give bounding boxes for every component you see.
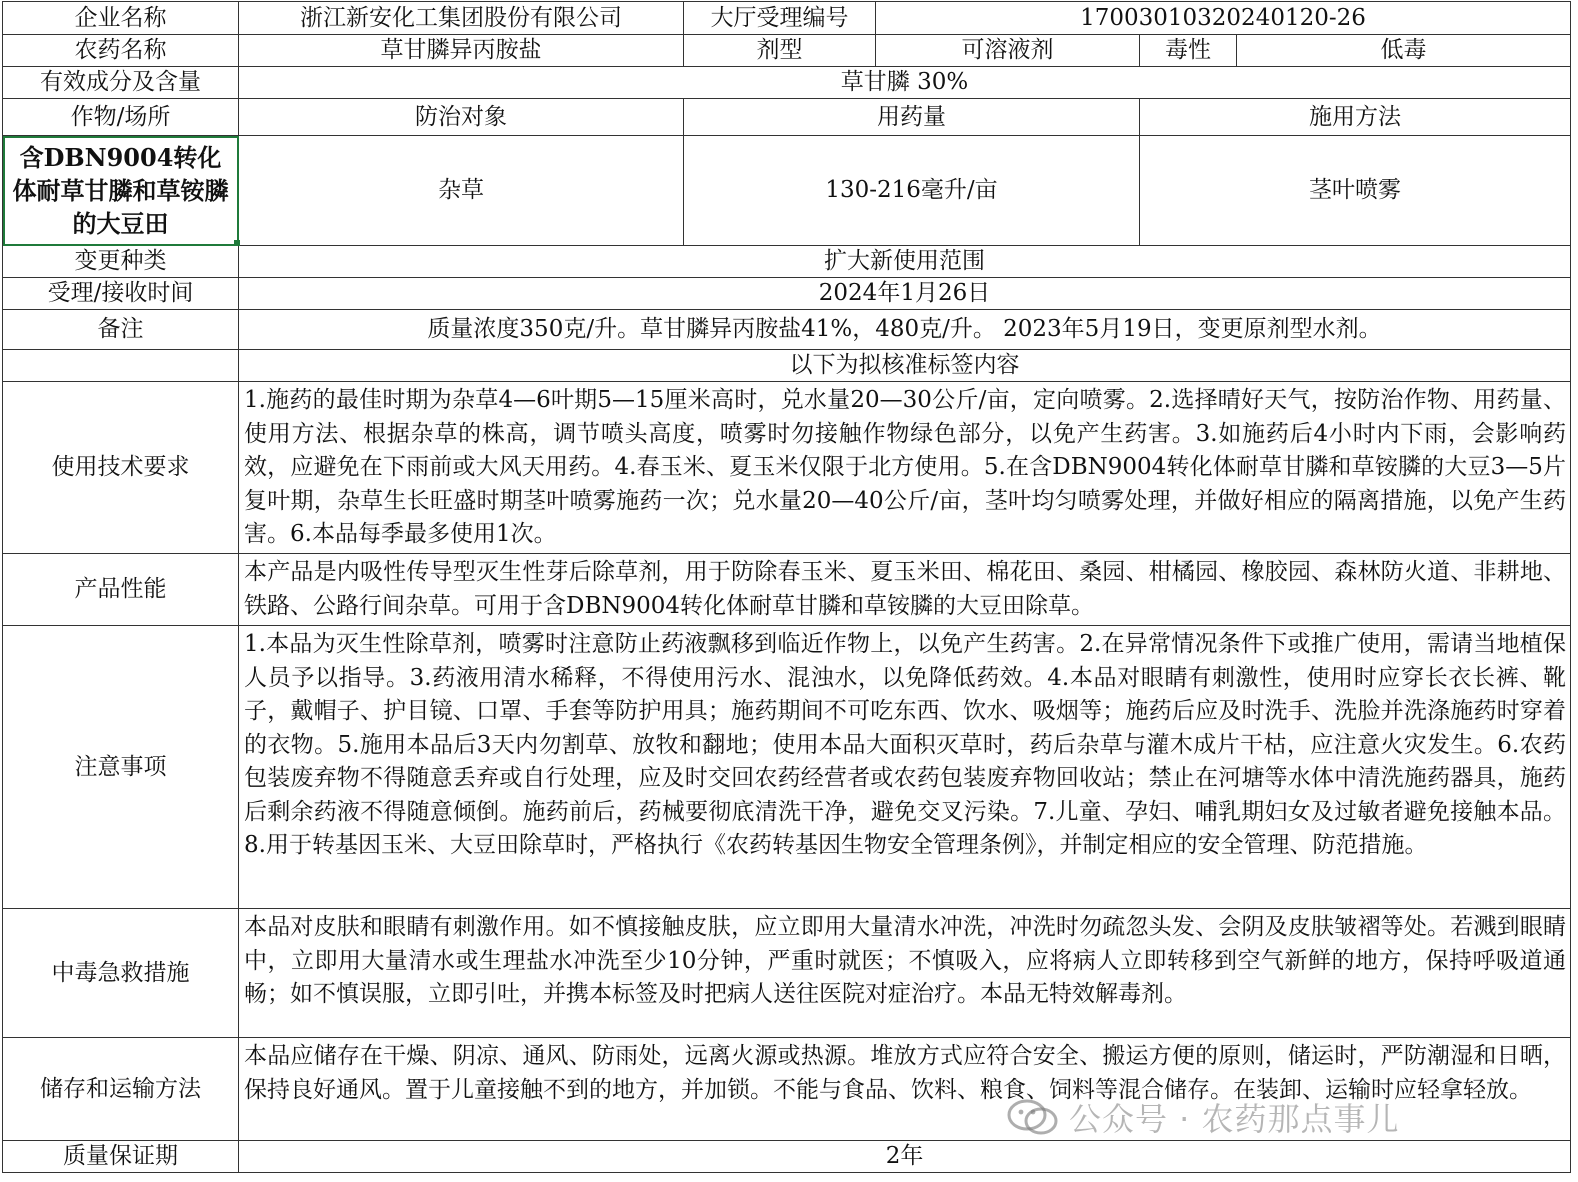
crop-column-header[interactable]: 作物/场所 bbox=[3, 99, 239, 136]
section-title[interactable]: 以下为拟核准标签内容 bbox=[239, 350, 1571, 382]
change-type-value[interactable]: 扩大新使用范围 bbox=[239, 246, 1571, 278]
method-column-header[interactable]: 施用方法 bbox=[1140, 99, 1571, 136]
remark-value[interactable]: 质量浓度350克/升。草甘膦异丙胺盐41%，480克/升。 2023年5月19日，变更原剂型水剂。 bbox=[239, 310, 1571, 350]
toxicity-value[interactable]: 低毒 bbox=[1237, 35, 1571, 67]
accept-no-value[interactable]: 17003010320240120-26 bbox=[876, 2, 1571, 35]
storage-label[interactable]: 储存和运输方法 bbox=[3, 1038, 239, 1141]
blank-cell[interactable] bbox=[3, 350, 239, 382]
pesticide-value[interactable]: 草甘膦异丙胺盐 bbox=[239, 35, 684, 67]
remark-label[interactable]: 备注 bbox=[3, 310, 239, 350]
accept-time-value[interactable]: 2024年1月26日 bbox=[239, 278, 1571, 310]
accept-no-label[interactable]: 大厅受理编号 bbox=[684, 2, 876, 35]
toxicity-label[interactable]: 毒性 bbox=[1140, 35, 1237, 67]
notice-label[interactable]: 注意事项 bbox=[3, 626, 239, 909]
ingredient-label[interactable]: 有效成分及含量 bbox=[3, 67, 239, 99]
tech-requirements-value[interactable]: 1.施药的最佳时期为杂草4—6叶期5—15厘米高时，兑水量20—30公斤/亩，定向喷雾。2.选择晴好天气，按防治作物、用药量、使用方法、根据杂草的株高，调节喷头高度，喷雾时勿接触作物绿色部分，以免产生药害。3.如施药后4小时内下雨，会影响药效，应避免在下雨前或大风天用药。4.春玉米、夏玉米仅限于北方使用。5.在含DBN9004转化体耐草甘膦和草铵膦的大豆3—5片复叶期，杂草生长旺盛时期茎叶喷雾施药一次；兑水量20—40公斤/亩，茎叶均匀喷雾处理，并做好相应的隔离措施，以免产生药害。6.本品每季最多使用1次。 bbox=[239, 382, 1571, 554]
dosage-cell[interactable]: 130-216毫升/亩 bbox=[684, 136, 1140, 246]
change-type-label[interactable]: 变更种类 bbox=[3, 246, 239, 278]
company-value[interactable]: 浙江新安化工集团股份有限公司 bbox=[239, 2, 684, 35]
storage-value[interactable]: 本品应储存在干燥、阴凉、通风、防雨处，远离火源或热源。堆放方式应符合安全、搬运方便的原则，储运时，严防潮湿和日晒，保持良好通风。置于儿童接触不到的地方，并加锁。不能与食品、饮料、粮食、饲料等混合储存。在装卸、运输时应轻拿轻放。 bbox=[239, 1038, 1571, 1141]
watermark-text: 公众号 · 农药那点事儿 bbox=[1069, 1100, 1400, 1138]
formulation-label[interactable]: 剂型 bbox=[684, 35, 876, 67]
company-label[interactable]: 企业名称 bbox=[3, 2, 239, 35]
crop-cell-selected[interactable]: 含DBN9004转化体耐草甘膦和草铵膦的大豆田 bbox=[3, 136, 239, 246]
ingredient-value[interactable]: 草甘膦 30% bbox=[239, 67, 1571, 99]
first-aid-value[interactable]: 本品对皮肤和眼睛有刺激作用。如不慎接触皮肤，应立即用大量清水冲洗，冲洗时勿疏忽头发、会阴及皮肤皱褶等处。若溅到眼睛中，立即用大量清水或生理盐水冲洗至少10分钟，严重时就医；不慎吸入，应将病人立即转移到空气新鲜的地方，保持呼吸道通畅；如不慎误服，立即引吐，并携本标签及时把病人送往医院对症治疗。本品无特效解毒剂。 bbox=[239, 909, 1571, 1038]
warranty-label[interactable]: 质量保证期 bbox=[3, 1141, 239, 1173]
notice-value[interactable]: 1.本品为灭生性除草剂，喷雾时注意防止药液飘移到临近作物上，以免产生药害。2.在异常情况条件下或推广使用，需请当地植保人员予以指导。3.药液用清水稀释，不得使用污水、混浊水，以免降低药效。4.本品对眼睛有刺激性，使用时应穿长衣长裤、靴子，戴帽子、护目镜、口罩、手套等防护用具；施药期间不可吃东西、饮水、吸烟等；施药后应及时洗手、洗脸并洗涤施药时穿着的衣物。5.施用本品后3天内勿割草、放牧和翻地；使用本品大面积灭草时，药后杂草与灌木成片干枯，应注意火灾发生。6.农药包装废弃物不得随意丢弃或自行处理，应及时交回农药经营者或农药包装废弃物回收站；禁止在河塘等水体中清洗施药器具，施药后剩余药液不得随意倾倒。施药前后，药械要彻底清洗干净，避免交叉污染。7.儿童、孕妇、哺乳期妇女及过敏者避免接触本品。8.用于转基因玉米、大豆田除草时，严格执行《农药转基因生物安全管理条例》，并制定相应的安全管理、防范措施。 bbox=[239, 626, 1571, 909]
performance-label[interactable]: 产品性能 bbox=[3, 554, 239, 626]
first-aid-label[interactable]: 中毒急救措施 bbox=[3, 909, 239, 1038]
method-cell[interactable]: 茎叶喷雾 bbox=[1140, 136, 1571, 246]
dosage-column-header[interactable]: 用药量 bbox=[684, 99, 1140, 136]
pesticide-label[interactable]: 农药名称 bbox=[3, 35, 239, 67]
formulation-value[interactable]: 可溶液剂 bbox=[876, 35, 1140, 67]
target-column-header[interactable]: 防治对象 bbox=[239, 99, 684, 136]
accept-time-label[interactable]: 受理/接收时间 bbox=[3, 278, 239, 310]
selection-fill-handle[interactable] bbox=[234, 240, 240, 246]
performance-value[interactable]: 本产品是内吸性传导型灭生性芽后除草剂，用于防除春玉米、夏玉米田、棉花田、桑园、柑橘园、橡胶园、森林防火道、非耕地、铁路、公路行间杂草。可用于含DBN9004转化体耐草甘膦和草铵膦的大豆田除草。 bbox=[239, 554, 1571, 626]
target-cell[interactable]: 杂草 bbox=[239, 136, 684, 246]
tech-requirements-label[interactable]: 使用技术要求 bbox=[3, 382, 239, 554]
warranty-value[interactable]: 2年 bbox=[239, 1141, 1571, 1173]
pesticide-registration-sheet bbox=[2, 1, 1571, 1173]
